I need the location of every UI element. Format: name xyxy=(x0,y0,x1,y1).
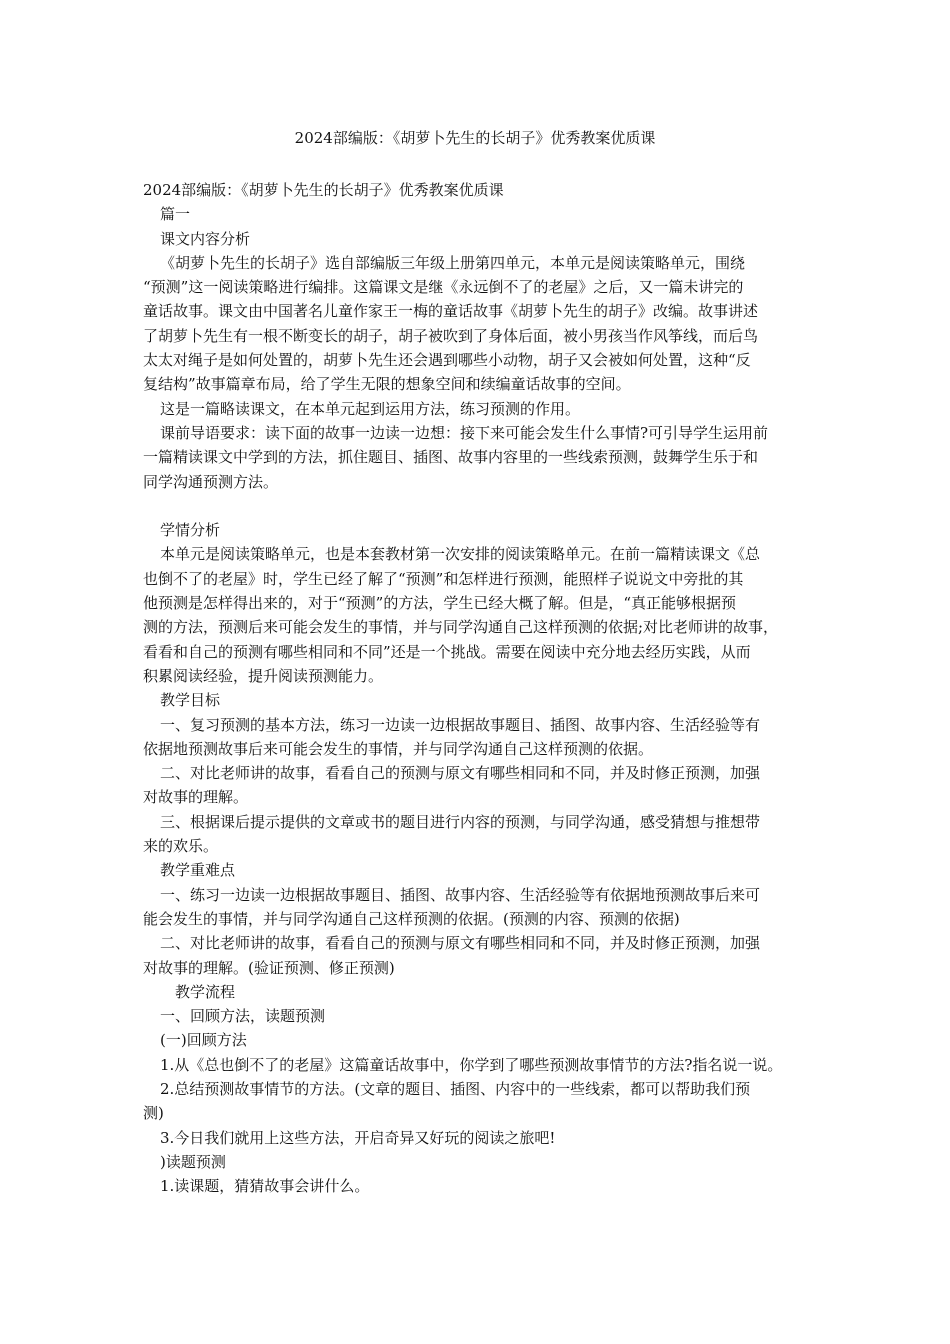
text-line: 他预测是怎样得出来的，对于“预测”的方法，学生已经大概了解。但是，“真正能够根据预 xyxy=(143,594,737,613)
text-line: 复结构”故事篇章布局，给了学生无限的想象空间和续编童话故事的空间。 xyxy=(143,375,631,394)
text-line: 2.总结预测故事情节的方法。(文章的题目、插图、内容中的一些线索，都可以帮助我们预 xyxy=(160,1079,751,1098)
text-line: 太太对绳子是如何处置的，胡萝卜先生还会遇到哪些小动物，胡子又会被如何处置，这种“反 xyxy=(143,351,751,370)
section-heading: 教学流程 xyxy=(175,982,236,1001)
text-line: “预测”这一阅读策略进行编排。这篇课文是继《永远倒不了的老屋》之后，又一篇未讲完的 xyxy=(143,278,744,297)
section-heading: 课文内容分析 xyxy=(160,229,251,248)
section-heading: 教学目标 xyxy=(160,691,221,710)
section-heading: 篇一 xyxy=(160,205,191,224)
text-line: 一、复习预测的基本方法，练习一边读一边根据故事题目、插图、故事内容、生活经验等有 xyxy=(160,715,761,734)
section-heading: 教学重难点 xyxy=(160,861,236,880)
text-line: (一)回顾方法 xyxy=(160,1031,247,1050)
text-line: 也倒不了的老屋》时，学生已经了解了“预测”和怎样进行预测，能照样子说说文中旁批的其 xyxy=(143,569,744,588)
text-line: 本单元是阅读策略单元，也是本套教材第一次安排的阅读策略单元。在前一篇精读课文《总 xyxy=(160,545,761,564)
text-line: 依据地预测故事后来可能会发生的事情，并与同学沟通自己这样预测的依据。 xyxy=(143,739,654,758)
text-line: 1.读课题，猜猜故事会讲什么。 xyxy=(160,1177,370,1196)
text-line: 一篇精读课文中学到的方法，抓住题目、插图、故事内容里的一些线索预测，鼓舞学生乐于和 xyxy=(143,448,759,467)
text-line: 一、练习一边读一边根据故事题目、插图、故事内容、生活经验等有依据地预测故事后来可 xyxy=(160,885,761,904)
blank-line xyxy=(143,494,823,518)
text-line: 看看和自己的预测有哪些相同和不同”还是一个挑战。需要在阅读中充分地去经历实践，从而 xyxy=(143,642,751,661)
text-line: 来的欢乐。 xyxy=(143,837,219,856)
text-line: 1.从《总也倒不了的老屋》这篇童话故事中，你学到了哪些预测故事情节的方法?指名说一说。 xyxy=(160,1055,783,1074)
text-line: 《胡萝卜先生的长胡子》选自部编版三年级上册第四单元，本单元是阅读策略单元，围绕 xyxy=(160,253,746,272)
text-line: 童话故事。课文由中国著名儿童作家王一梅的童话故事《胡萝卜先生的胡子》改编。故事讲述 xyxy=(143,302,759,321)
text-line: 对故事的理解。(验证预测、修正预测) xyxy=(143,958,395,977)
text-line: 同学沟通预测方法。 xyxy=(143,472,279,491)
text-line: 这是一篇略读课文，在本单元起到运用方法，练习预测的作用。 xyxy=(160,399,581,418)
text-line: 测的方法，预测后来可能会发生的事情，并与同学沟通自己这样预测的依据;对比老师讲的故事， xyxy=(143,618,779,637)
document-title: 2024部编版：《胡萝卜先生的长胡子》优秀教案优质课 xyxy=(294,129,656,147)
text-line: 3.今日我们就用上这些方法，开启奇异又好玩的阅读之旅吧! xyxy=(160,1128,556,1147)
text-line: 了胡萝卜先生有一根不断变长的胡子，胡子被吹到了身体后面，被小男孩当作风筝线，而后鸟 xyxy=(143,326,759,345)
text-line: 2024部编版：《胡萝卜先生的长胡子》优秀教案优质课 xyxy=(143,181,504,199)
text-line: 课前导语要求：读下面的故事一边读一边想：接下来可能会发生什么事情?可引导学生运用前 xyxy=(160,423,769,442)
text-line: 二、对比老师讲的故事，看看自己的预测与原文有哪些相同和不同，并及时修正预测，加强 xyxy=(160,764,761,783)
text-line: 二、对比老师讲的故事，看看自己的预测与原文有哪些相同和不同，并及时修正预测，加强 xyxy=(160,934,761,953)
document-body xyxy=(143,178,823,1198)
text-line: 三、根据课后提示提供的文章或书的题目进行内容的预测，与同学沟通，感受猜想与推想带 xyxy=(160,812,761,831)
text-line: 积累阅读经验，提升阅读预测能力。 xyxy=(143,666,384,685)
section-heading: 学情分析 xyxy=(160,521,221,540)
text-line: 对故事的理解。 xyxy=(143,788,249,807)
text-line: 测) xyxy=(143,1104,164,1123)
text-line: 一、回顾方法，读题预测 xyxy=(160,1007,326,1026)
text-line: 能会发生的事情，并与同学沟通自己这样预测的依据。(预测的内容、预测的依据) xyxy=(143,909,680,928)
text-line: )读题预测 xyxy=(160,1152,226,1171)
